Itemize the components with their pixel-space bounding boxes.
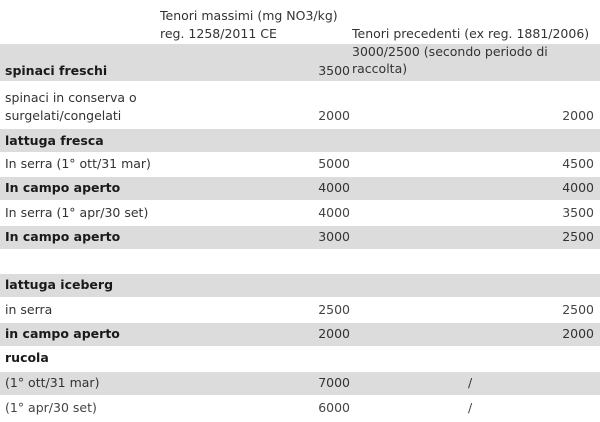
row-label: (1° ott/31 mar) <box>5 375 100 390</box>
table-row <box>0 323 600 346</box>
row-label: spinaci freschi <box>5 63 108 78</box>
table-row <box>0 274 600 297</box>
row-label: lattuga iceberg <box>5 277 114 292</box>
row-value-old: 2500 <box>562 302 594 317</box>
table-row <box>0 397 600 420</box>
row-label-line2: surgelati/congelati <box>5 108 122 123</box>
row-value-new: 2500 <box>318 302 350 317</box>
header-col1-line2: reg. 1258/2011 CE <box>160 26 277 41</box>
row-value-old: / <box>468 375 473 390</box>
table-row <box>0 177 600 200</box>
row-value-new: 4000 <box>318 205 350 220</box>
table-row-empty <box>0 250 600 270</box>
row-value-old: 4500 <box>562 156 594 171</box>
row-value-new: 7000 <box>318 375 350 390</box>
table-row <box>0 299 600 322</box>
row-value-new: 3500 <box>318 63 350 78</box>
row-label: lattuga fresca <box>5 133 104 148</box>
table-row <box>0 372 600 395</box>
row-note-line2: raccolta) <box>352 61 408 76</box>
header-col1-line1: Tenori massimi (mg NO3/kg) <box>160 8 338 23</box>
row-label-line1: spinaci in conserva o <box>5 90 137 105</box>
row-value-new: 2000 <box>318 108 350 123</box>
row-value-new: 2000 <box>318 326 350 341</box>
row-value-old: 2500 <box>562 229 594 244</box>
row-label: In campo aperto <box>5 180 121 195</box>
table-row <box>0 129 600 152</box>
row-label: In serra (1° ott/31 mar) <box>5 156 151 171</box>
row-value-new: 3000 <box>318 229 350 244</box>
row-label: rucola <box>5 350 49 365</box>
row-value-old: 4000 <box>562 180 594 195</box>
table-row <box>0 347 600 370</box>
row-label: in serra <box>5 302 53 317</box>
row-label: In campo aperto <box>5 229 121 244</box>
row-label: (1° apr/30 set) <box>5 400 97 415</box>
table-row <box>0 44 600 81</box>
header-col2: Tenori precedenti (ex reg. 1881/2006) <box>352 26 590 41</box>
table-row <box>0 86 600 126</box>
table-row <box>0 153 600 176</box>
row-value-new: 4000 <box>318 180 350 195</box>
row-value-old: / <box>468 400 473 415</box>
row-value-new: 6000 <box>318 400 350 415</box>
row-label: in campo aperto <box>5 326 120 341</box>
row-value-old: 3500 <box>562 205 594 220</box>
row-value-old: 2000 <box>562 326 594 341</box>
table-row <box>0 226 600 249</box>
table-row <box>0 202 600 225</box>
row-value-old: 2000 <box>562 108 594 123</box>
row-note-line1: 3000/2500 (secondo periodo di <box>352 44 548 59</box>
row-label: In serra (1° apr/30 set) <box>5 205 149 220</box>
row-value-new: 5000 <box>318 156 350 171</box>
